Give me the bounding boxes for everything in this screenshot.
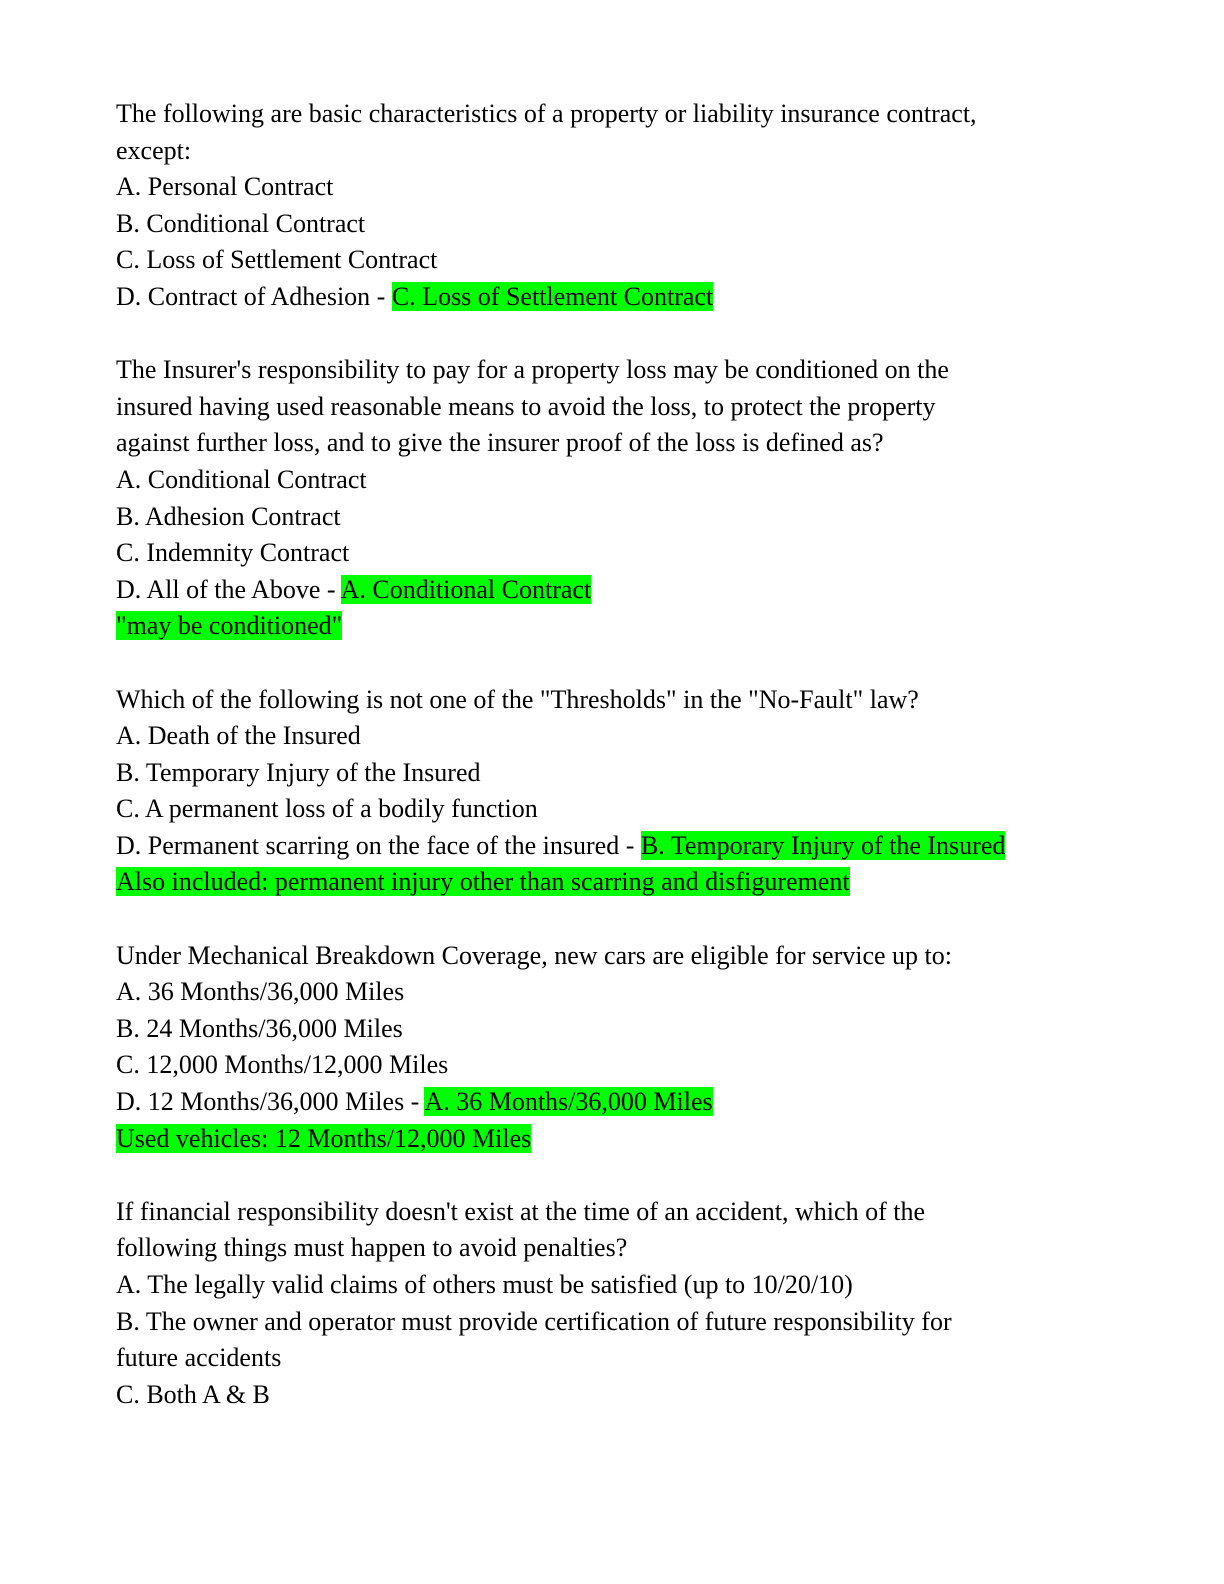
option-b: B. 24 Months/36,000 Miles [116, 1013, 403, 1043]
question-block-1 [116, 96, 1116, 316]
option-d: D. 12 Months/36,000 Miles - [116, 1087, 425, 1117]
option-c: C. 12,000 Months/12,000 Miles [116, 1050, 449, 1080]
question-block-2 [116, 352, 1116, 645]
option-d-with-answer [116, 572, 1116, 609]
question-stem-line: The Insurer's responsibility to pay for a property loss may be conditioned on the [116, 355, 949, 385]
question-stem-line: following things must happen to avoid penalties? [116, 1233, 628, 1263]
answer-highlight: B. Temporary Injury of the Insured [640, 830, 1006, 860]
answer-highlight: C. Loss of Settlement Contract [391, 281, 714, 311]
option-d: D. Permanent scarring on the face of the insured - [116, 830, 641, 860]
option-a: A. Personal Contract [116, 172, 334, 202]
question-stem-line: Under Mechanical Breakdown Coverage, new cars are eligible for service up to: [116, 940, 952, 970]
option-b: B. The owner and operator must provide certification of future responsibility for [116, 1306, 952, 1336]
answer-note: "may be conditioned" [116, 611, 343, 641]
option-c: C. Loss of Settlement Contract [116, 245, 438, 275]
option-c: C. A permanent loss of a bodily function [116, 794, 538, 824]
question-block-5 [116, 1194, 1116, 1414]
answer-note-line [116, 1121, 1116, 1158]
question-stem-line: Which of the following is not one of the "Thresholds" in the "No-Fault" law? [116, 684, 919, 714]
option-c: C. Both A & B [116, 1379, 270, 1409]
option-c: C. Indemnity Contract [116, 538, 350, 568]
question-stem-line: If financial responsibility doesn't exist at the time of an accident, which of the [116, 1196, 925, 1226]
answer-note-line [116, 864, 1116, 901]
question-stem-line: against further loss, and to give the insurer proof of the loss is defined as? [116, 428, 884, 458]
option-b: B. Temporary Injury of the Insured [116, 757, 481, 787]
option-a: A. The legally valid claims of others must be satisfied (up to 10/20/10) [116, 1270, 853, 1299]
answer-highlight: A. Conditional Contract [340, 574, 592, 604]
question-block-4 [116, 938, 1116, 1158]
answer-note-line [116, 608, 1116, 645]
option-b-continued: future accidents [116, 1343, 282, 1373]
option-d: D. All of the Above - [116, 574, 341, 604]
option-b: B. Conditional Contract [116, 208, 366, 238]
question-stem-line: except: [116, 135, 192, 165]
option-d-with-answer [116, 1084, 1116, 1121]
option-b: B. Adhesion Contract [116, 501, 341, 531]
answer-highlight: A. 36 Months/36,000 Miles [424, 1087, 713, 1117]
question-block-3 [116, 682, 1116, 902]
option-d: D. Contract of Adhesion - [116, 281, 392, 311]
option-d-with-answer [116, 279, 1116, 316]
option-a: A. Conditional Contract [116, 464, 367, 494]
option-d-with-answer [116, 828, 1116, 865]
document-page [116, 96, 1116, 1450]
question-stem-line: insured having used reasonable means to avoid the loss, to protect the property [116, 391, 936, 421]
option-a: A. Death of the Insured [116, 721, 361, 751]
option-a: A. 36 Months/36,000 Miles [116, 977, 405, 1007]
answer-note: Used vehicles: 12 Months/12,000 Miles [116, 1123, 532, 1153]
question-stem-line: The following are basic characteristics of a property or liability insurance contract, [116, 99, 977, 128]
answer-note: Also included: permanent injury other than scarring and disfigurement [116, 867, 850, 897]
